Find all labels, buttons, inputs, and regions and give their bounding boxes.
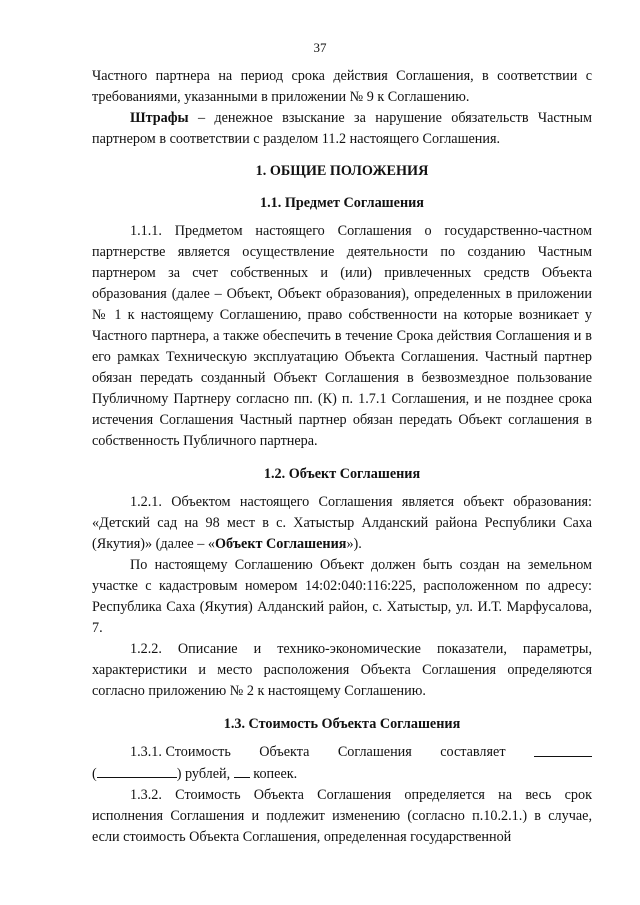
text-run: Соглашения bbox=[337, 744, 412, 760]
text-run: 1.3.1. Стоимость bbox=[130, 744, 231, 760]
paragraph-cost bbox=[92, 742, 592, 785]
paragraph: 1.3.2. Стоимость Объекта Соглашения определяется на весь срок исполнения Соглашения и подлежит изменению (согласно п.10.2.1.) в случае, если стоимость Объекта Соглашения, определенная государственной bbox=[92, 787, 592, 845]
cost-line-1 bbox=[92, 742, 592, 763]
document-body bbox=[92, 66, 592, 848]
text-run: ) рублей, bbox=[176, 766, 234, 782]
blank-field-amount bbox=[534, 742, 592, 757]
paragraph: 1.2.2. Описание и технико-экономические показатели, параметры, характеристики и место расположения Объекта Соглашения определяются согласно приложению № 2 к настоящему Соглашению. bbox=[92, 641, 592, 699]
paragraph: По настоящему Соглашению Объект должен быть создан на земельном участке с кадастровым номером 14:02:040:116:225, расположенном по адресу: Республика Саха (Якутия) Алданский район, с. Хатыстыр, ул. И.Т. Марфусалова, 7. bbox=[92, 557, 592, 636]
text-run: составляет bbox=[440, 744, 506, 760]
paragraph-fines bbox=[92, 108, 592, 150]
paragraph: Частного партнера на период срока действия Соглашения, в соответствии с требованиями, указанными в приложении № 9 к Соглашению. bbox=[92, 68, 592, 105]
text-run: 1.2.1. Объектом настоящего Соглашения является объект образования: «Детский сад на 98 мест в с. Хатыстыр Алданский района Республики Саха (Якутия)» (далее – « bbox=[92, 494, 592, 552]
paragraph bbox=[92, 492, 592, 555]
subsection-heading: 1.2. Объект Соглашения bbox=[263, 466, 421, 482]
term-fines-definition: – денежное взыскание за нарушение обязательств Частным партнером в соответствии с разделом 11.2 настоящего Соглашения. bbox=[92, 110, 592, 147]
subsection-heading: 1.3. Стоимость Объекта Соглашения bbox=[223, 716, 461, 732]
paragraph: 1.1.1. Предметом настоящего Соглашения о государственно-частном партнерстве является осуществление деятельности по созданию Частным партнером за счет собственных и (или) привлеченных средств Объекта образования (далее – Объект, Объект образования), определенных в приложении № 1 к настоящему Соглашению, право собственности на которые возникает у Частного партнера, а также обеспечить в течение Срока действия Соглашения и в его рамках Техническую эксплуатацию Объекта Соглашения. Частный партнер обязан передать созданный Объект Соглашения в безвозмездное пользование Публичному Партнеру согласно пп. (К) п. 1.7.1 Соглашения, и не позднее срока истечения Соглашения Частный партнер обязан передать Объект соглашения в собственность Публичного партнера. bbox=[92, 223, 592, 449]
section-heading: 1. ОБЩИЕ ПОЛОЖЕНИЯ bbox=[255, 163, 429, 179]
term-fines: Штрафы bbox=[130, 110, 189, 126]
term-object: Объект Соглашения bbox=[214, 536, 347, 552]
text-run: ( bbox=[92, 766, 97, 782]
subsection-heading: 1.1. Предмет Соглашения bbox=[260, 195, 424, 211]
blank-field-kopecks bbox=[234, 763, 250, 778]
cost-line-2 bbox=[92, 763, 592, 785]
blank-field-words bbox=[97, 763, 177, 778]
page-number: 37 bbox=[313, 40, 327, 55]
text-run: »). bbox=[346, 536, 362, 552]
text-run: копеек. bbox=[249, 766, 298, 782]
text-run: Объекта bbox=[259, 744, 310, 760]
